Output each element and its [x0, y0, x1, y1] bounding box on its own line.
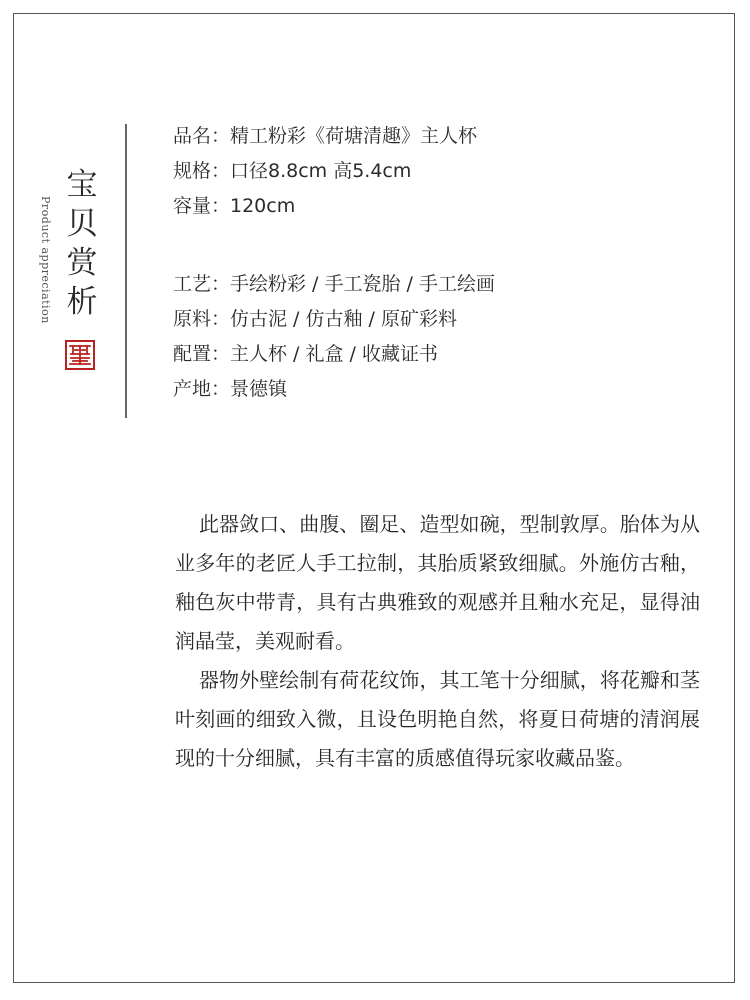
spec-capacity: 容量：120cm [173, 195, 296, 217]
title-char: 宝 [66, 167, 98, 203]
title-char: 析 [66, 284, 98, 320]
product-description [175, 505, 700, 778]
section-subtitle-english: Product appreciation [39, 196, 52, 324]
title-char: 贝 [66, 206, 98, 242]
spec-craft: 工艺：手绘粉彩 / 手工瓷胎 / 手工绘画 [173, 273, 495, 295]
spec-group-craft [173, 267, 495, 407]
section-title-vertical [62, 166, 102, 322]
spec-material: 原料：仿古泥 / 仿古釉 / 原矿彩料 [173, 308, 457, 330]
spec-dimensions: 规格：口径8.8cm 高5.4cm [173, 160, 412, 182]
spec-configuration: 配置：主人杯 / 礼盒 / 收藏证书 [173, 343, 438, 365]
title-char: 赏 [66, 245, 98, 281]
spec-origin: 产地：景德镇 [173, 378, 288, 400]
vertical-divider [125, 124, 127, 418]
red-seal-icon [65, 340, 95, 370]
seal-glyph-graphic [67, 342, 93, 368]
spec-list [173, 119, 495, 450]
description-paragraph: 此器敛口、曲腹、圈足、造型如碗，型制敦厚。胎体为从业多年的老匠人手工拉制，其胎质紧致细腻。外施仿古釉，釉色灰中带青，具有古典雅致的观感并且釉水充足，显得油润晶莹，美观耐看。 [175, 512, 700, 653]
spec-product-name: 品名：精工粉彩《荷塘清趣》主人杯 [173, 125, 478, 147]
description-paragraph: 器物外壁绘制有荷花纹饰，其工笔十分细腻，将花瓣和茎叶刻画的细致入微，且设色明艳自然，将夏日荷塘的清润展现的十分细腻，具有丰富的质感值得玩家收藏品鉴。 [175, 668, 700, 770]
spec-group-basic [173, 119, 495, 224]
